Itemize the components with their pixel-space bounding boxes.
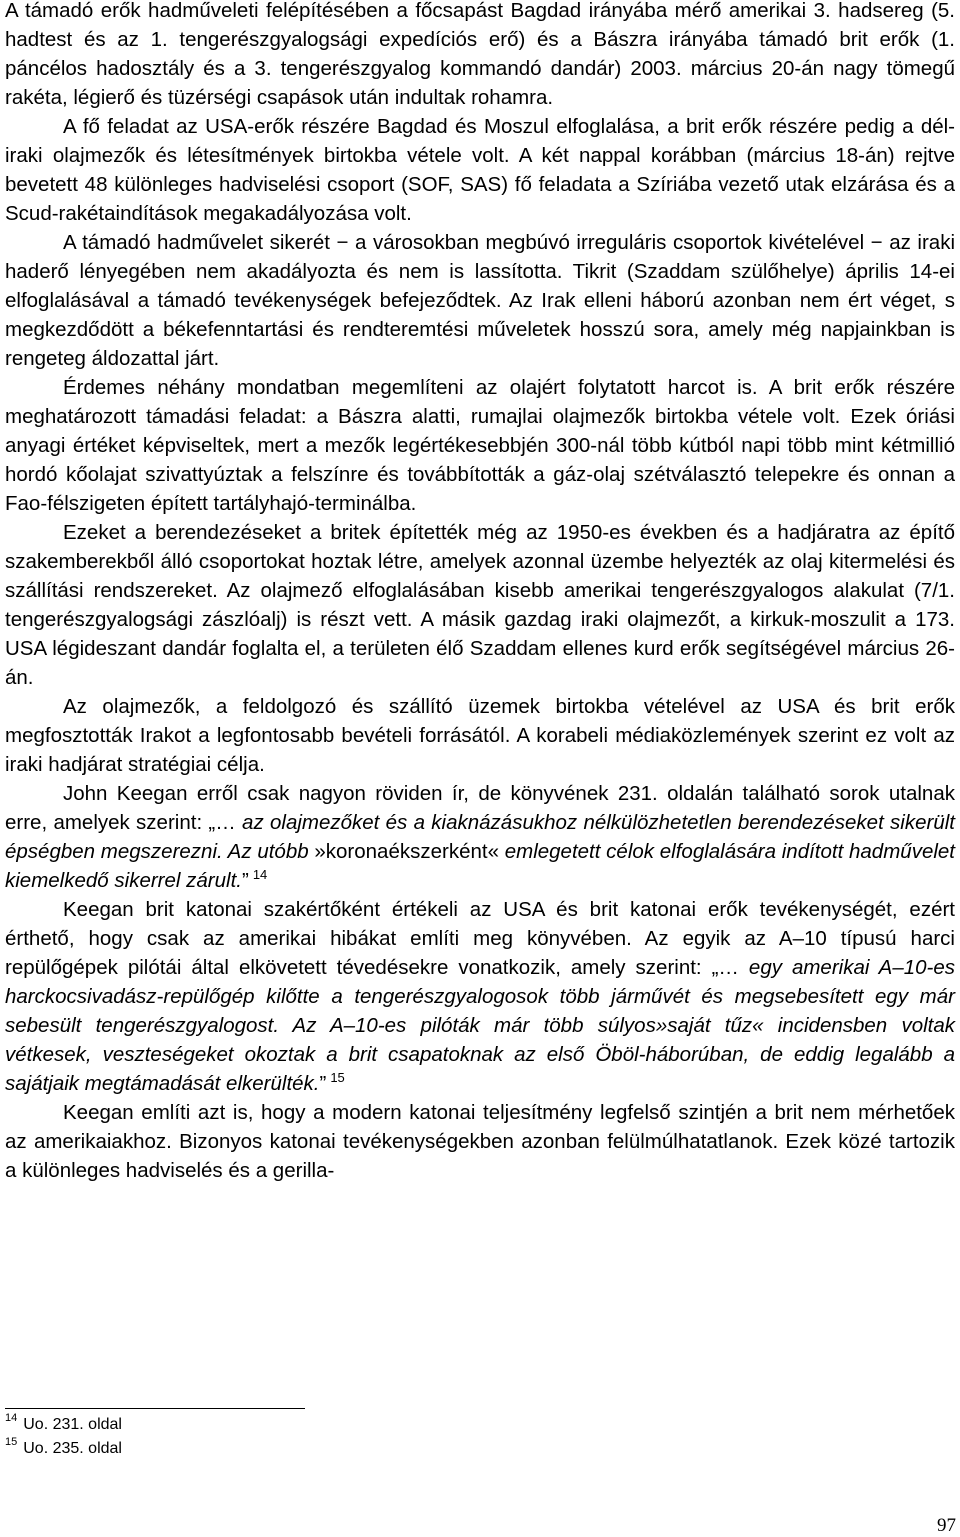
paragraph [5, 895, 955, 1098]
text-run: Érdemes néhány mondatban megemlíteni az olajért folytatott harcot is. A brit erők részére meghatározott támadási feladat: a Bászra alatti, rumajlai olajmezők birtokba vétele volt. Ezek óriási anyagi értéket képviseltek, mert a mezők legértékesebbjén 300-nál több kútból napi több mint kétmillió hordó kőolajat szivattyúztak a felszínre és továbbították a gáz-olaj szétválasztó telepekre és onnan a Fao-félszigeten épített tartályhajó-terminálba. [5, 376, 955, 515]
footnotes [5, 1413, 122, 1461]
quoted-text: incidensben voltak vétkesek, veszteségeket okoztak a brit csapatoknak az első Öböl-háborúban, de eddig legalább a sajátjaik megtámadását elkerülték. [5, 1014, 955, 1095]
text-run: Ezeket a berendezéseket a britek építették még az 1950-es években és a hadjáratra az építő szakemberekből álló csoportokat hoztak létre, amelyek azonnal üzembe helyezték az olaj kitermelési és szállítási rendszereket. Az olajmező elfoglalásában kisebb amerikai tengerészgyalogos alakulat (7/1. tengerészgyalogsági zászlóalj) is részt vett. A másik gazdag iraki olajmezőt, a kirkuk-moszulit a 173. USA légideszant dandár foglalta el, a területen élő Szaddam ellenes kurd erők segítségével március 26-án. [5, 521, 955, 689]
quoted-text: »saját tűz« [655, 1014, 764, 1037]
quoted-text: emlegetett célok elfoglalására indított hadművelet kiemelkedő sikerrel zárult. [5, 840, 955, 892]
paragraph [5, 112, 955, 228]
body-text [5, 0, 955, 1185]
quoted-text: az olajmezőket és a kiaknázásukhoz nélkülözhetetlen berendezéseket sikerült épségben megszerezni. Az utóbb [5, 811, 955, 863]
text-run: A támadó erők hadműveleti felépítésében a főcsapást Bagdad irányába mérő amerikai 3. hadsereg (5. hadtest és az 1. tengerészgyalogsági expedíciós erő) és a Bászra irányába támadó brit erők (1. páncélos hadosztály és a 3. tengerészgyalog kommandó dandár) 2003. március 20-án nagy tömegű rakéta, légierő és tüzérségi csapások után indultak rohamra. [5, 0, 955, 109]
paragraph [5, 373, 955, 518]
footnote-text: Uo. 231. oldal [23, 1416, 122, 1433]
text-run: Az olajmezők, a feldolgozó és szállító üzemek birtokba vételével az USA és brit erők megfosztották Irakot a legfontosabb bevételi forrásától. A korabeli médiaközlemények szerint ez volt az iraki hadjárat stratégiai célja. [5, 695, 955, 776]
footnote-reference: 15 [330, 1070, 345, 1086]
footnote [5, 1437, 122, 1461]
text-run: A támadó hadművelet sikerét − a városokban megbúvó irreguláris csoportok kivételével − az iraki haderő lényegében nem akadályozta és nem is lassította. Tikrit (Szaddam szülőhelye) április 14-ei elfoglalásával a támadó tevékenységek befejeződtek. Az Irak elleni háború azonban nem ért véget, s megkezdődött a békefenntartási és rendteremtési műveletek hosszú sora, amely még napjainkban is rengeteg áldozattal járt. [5, 231, 955, 370]
text-run: »koronaékszerként« [314, 840, 499, 863]
paragraph [5, 518, 955, 692]
quoted-text: egy amerikai A–10-es harckocsivadász-repülőgép kilőtte a tengerészgyalogosok több járművét és megsebesített egy már sebesült tengerészgyalogost. Az A–10-es pilóták már több súlyos [5, 956, 955, 1037]
footnote [5, 1413, 122, 1437]
text-run: John Keegan erről csak nagyon röviden ír, de könyvének 231. oldalán található sorok utalnak erre, amelyek szerint: „… [5, 782, 955, 834]
footnote-mark: 14 [5, 1412, 18, 1425]
text-run: A fő feladat az USA-erők részére Bagdad és Moszul elfoglalása, a brit erők részére pedig a dél-iraki olajmezők és létesítmények birtokba vétele volt. A két nappal korábban (március 18-án) rejtve bevetett 48 különleges hadviselési csoport (SOF, SAS) fő feladata a Szíriába vezető utak elzárása és a Scud-rakétaindítások megakadályozása volt. [5, 115, 955, 225]
paragraph [5, 228, 955, 373]
paragraph [5, 779, 955, 895]
paragraph [5, 0, 955, 112]
text-run: ” [241, 869, 249, 892]
footnote-reference: 14 [252, 867, 268, 883]
text-run: Keegan brit katonai szakértőként értékeli az USA és brit katonai erők tevékenységét, ezért érthető, hogy csak az amerikai hibákat említi meg könyvében. Az egyik az A–10 típusú harci repülőgépek pilótái által elkövetett tévedésekre vonatkozik, amely szerint: „… [5, 898, 955, 979]
footnote-text: Uo. 235. oldal [23, 1440, 122, 1457]
page-number: 97 [937, 1515, 956, 1536]
paragraph [5, 692, 955, 779]
footnote-separator [5, 1408, 305, 1409]
footnote-mark: 15 [5, 1436, 18, 1449]
text-run: Keegan említi azt is, hogy a modern katonai teljesítmény legfelső szintjén a brit nem mérhetőek az amerikaiakhoz. Bizonyos katonai tevékenységekben azonban felülmúlhatatlanok. Ezek közé tartozik a különleges hadviselés és a gerilla- [5, 1101, 955, 1182]
paragraph [5, 1098, 955, 1185]
text-run: ” [319, 1072, 327, 1095]
